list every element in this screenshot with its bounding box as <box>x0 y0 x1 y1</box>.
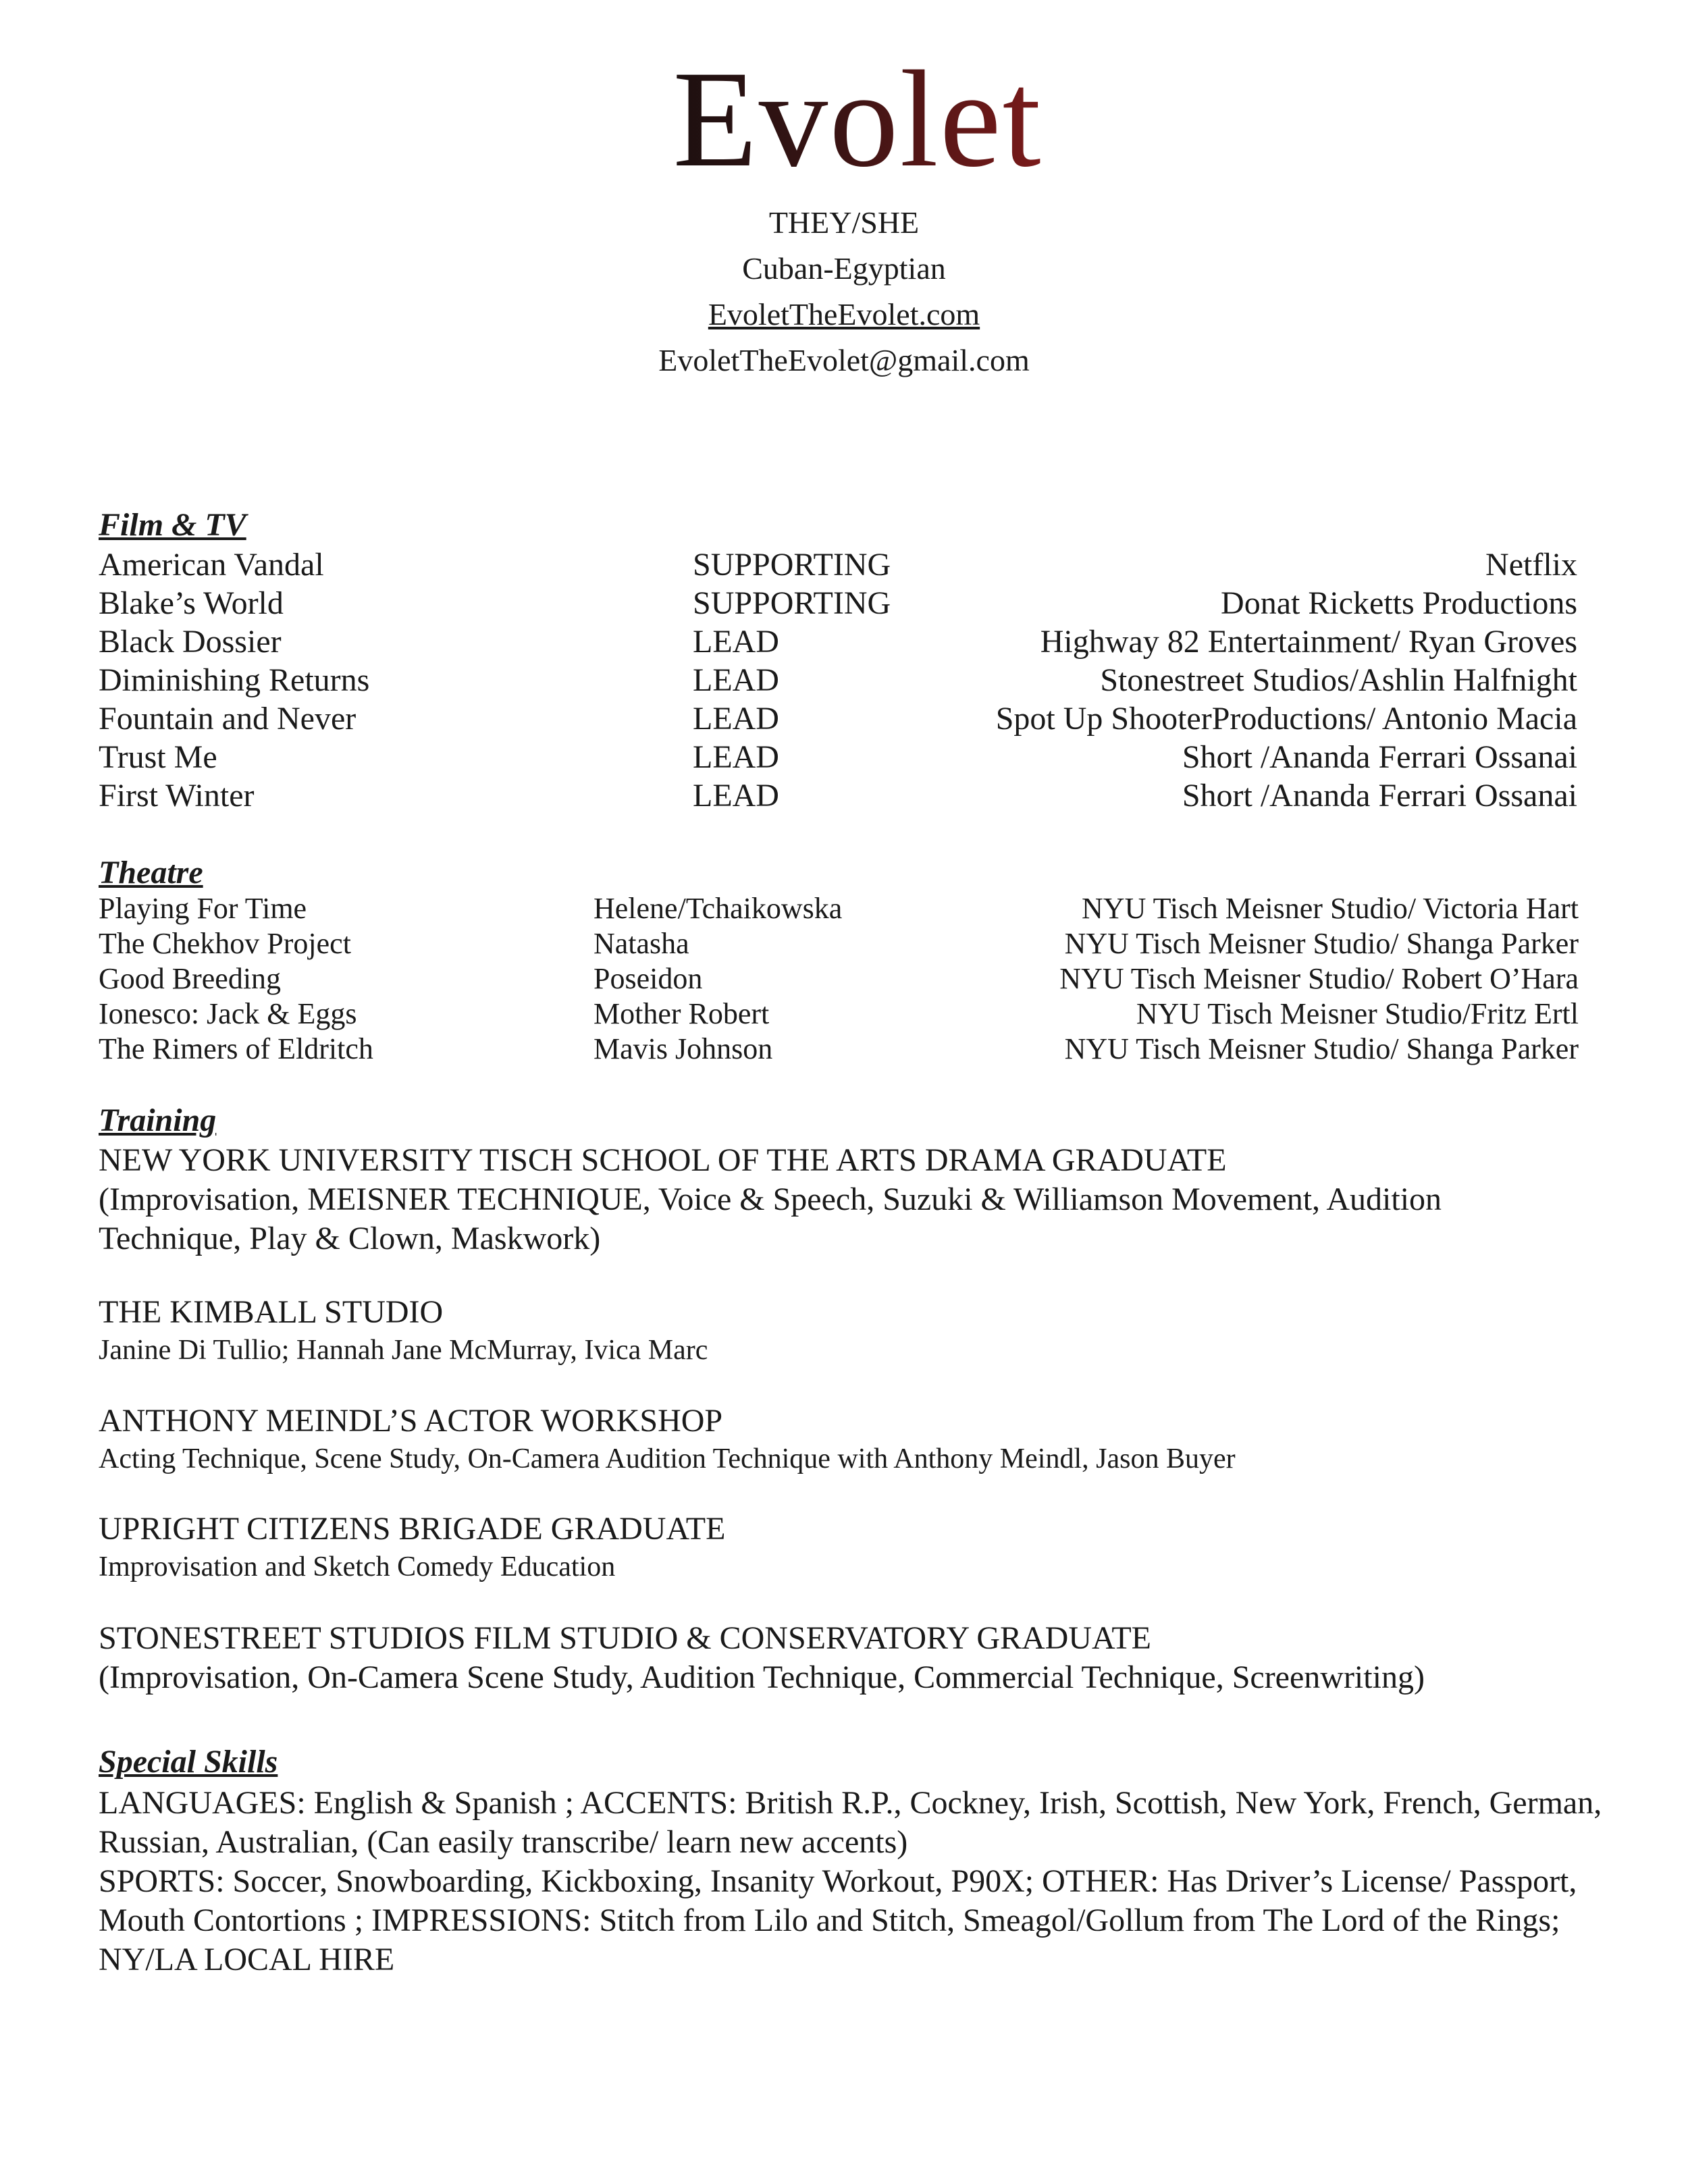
theatre-role: Poseidon <box>594 962 703 995</box>
film-role: SUPPORTING <box>693 585 891 621</box>
theatre-title: The Rimers of Eldritch <box>99 1032 373 1065</box>
evolet-logo <box>648 27 1067 189</box>
theatre-title: Good Breeding <box>99 962 282 995</box>
film-title: Fountain and Never <box>99 701 357 737</box>
theatre-company: NYU Tisch Meisner Studio/ Robert O’Hara <box>1059 962 1579 995</box>
film-title: Trust Me <box>99 739 217 775</box>
film-company: Spot Up ShooterProductions/ Antonio Macia <box>995 701 1577 737</box>
film-role: LEAD <box>693 739 779 775</box>
theatre-row <box>99 961 1579 996</box>
training-detail: Improvisation and Sketch Comedy Education <box>99 1551 616 1582</box>
special-skills-heading: Special Skills <box>99 1744 278 1780</box>
theatre-row <box>99 996 1579 1032</box>
theatre-title: Ionesco: Jack & Eggs <box>99 997 357 1030</box>
film-title: Blake’s World <box>99 585 284 621</box>
film-role: LEAD <box>693 778 779 814</box>
email-address[interactable]: EvoletTheEvolet@gmail.com <box>658 343 1030 377</box>
theatre-company: NYU Tisch Meisner Studio/Fritz Ertl <box>1136 997 1579 1030</box>
training-entry <box>99 1402 1591 1477</box>
training-detail: Acting Technique, Scene Study, On-Camera Audition Technique with Anthony Meindl, Jason Buyer <box>99 1443 1236 1474</box>
contact-info <box>0 200 1688 383</box>
theatre-company: NYU Tisch Meisner Studio/ Shanga Parker <box>1064 1032 1579 1065</box>
film-row <box>99 584 1577 622</box>
pronouns: THEY/SHE <box>768 205 920 240</box>
film-company: Short /Ananda Ferrari Ossanai <box>1182 739 1577 775</box>
training-entry <box>99 1141 1591 1258</box>
training-entry <box>99 1293 1591 1368</box>
theatre-role: Helene/Tchaikowska <box>594 892 843 925</box>
ethnicity: Cuban-Egyptian <box>742 251 946 286</box>
film-company: Donat Ricketts Productions <box>1221 585 1577 621</box>
film-row <box>99 545 1577 584</box>
training-title: STONESTREET STUDIOS FILM STUDIO & CONSERVATORY GRADUATE <box>99 1620 1151 1656</box>
film-row <box>99 661 1577 699</box>
film-row <box>99 776 1577 815</box>
languages-accents: LANGUAGES: English & Spanish ; ACCENTS: British R.P., Cockney, Irish, Scottish, New York, French, German, Russian, Australian, (Can easily transcribe/ learn new accents) <box>99 1785 1602 1860</box>
film-title: Black Dossier <box>99 624 282 660</box>
film-role: SUPPORTING <box>693 547 891 583</box>
training-detail: (Improvisation, MEISNER TECHNIQUE, Voice & Speech, Suzuki & Williamson Movement, Audition Technique, Play & Clown, Maskwork) <box>99 1181 1442 1256</box>
theatre-heading: Theatre <box>99 855 203 890</box>
film-title: American Vandal <box>99 547 324 583</box>
sports-other-impressions: SPORTS: Soccer, Snowboarding, Kickboxing, Insanity Workout, P90X; OTHER: Has Driver’s License/ Passport, Mouth Contortions ; IMPRESSIONS: Stitch from Lilo and Stitch, Smeagol/Gollum from The Lord of the Rings; NY/LA LOCAL HIRE <box>99 1863 1577 1977</box>
training-detail: (Improvisation, On-Camera Scene Study, Audition Technique, Commercial Technique, Screenwriting) <box>99 1659 1425 1695</box>
training-title: ANTHONY MEINDL’S ACTOR WORKSHOP <box>99 1403 723 1439</box>
theatre-row <box>99 891 1579 926</box>
theatre-row <box>99 926 1579 961</box>
film-row <box>99 622 1577 661</box>
film-row <box>99 738 1577 776</box>
film-role: LEAD <box>693 701 779 737</box>
film-title: Diminishing Returns <box>99 662 370 698</box>
film-role: LEAD <box>693 624 779 660</box>
film-tv-heading: Film & TV <box>99 507 246 543</box>
film-company: Stonestreet Studios/Ashlin Halfnight <box>1100 662 1577 698</box>
training-detail: Janine Di Tullio; Hannah Jane McMurray, Ivica Marc <box>99 1335 708 1366</box>
theatre-company: NYU Tisch Meisner Studio/ Shanga Parker <box>1064 927 1579 960</box>
website-link[interactable]: EvoletTheEvolet.com <box>708 297 980 331</box>
logo-text: Evolet <box>672 43 1043 189</box>
theatre-role: Mother Robert <box>594 997 770 1030</box>
training-title: UPRIGHT CITIZENS BRIGADE GRADUATE <box>99 1511 726 1547</box>
theatre-company: NYU Tisch Meisner Studio/ Victoria Hart <box>1082 892 1579 925</box>
film-company: Short /Ananda Ferrari Ossanai <box>1182 778 1577 814</box>
film-role: LEAD <box>693 662 779 698</box>
training-title: THE KIMBALL STUDIO <box>99 1294 444 1330</box>
theatre-row <box>99 1032 1579 1067</box>
theatre-title: The Chekhov Project <box>99 927 351 960</box>
training-entry <box>99 1510 1591 1585</box>
training-heading: Training <box>99 1102 217 1138</box>
film-company: Highway 82 Entertainment/ Ryan Groves <box>1040 624 1577 660</box>
special-skills-text <box>99 1784 1604 1979</box>
film-row <box>99 699 1577 738</box>
theatre-role: Natasha <box>594 927 689 960</box>
training-entry <box>99 1619 1591 1697</box>
theatre-title: Playing For Time <box>99 892 307 925</box>
film-company: Netflix <box>1485 547 1577 583</box>
theatre-role: Mavis Johnson <box>594 1032 773 1065</box>
training-title: NEW YORK UNIVERSITY TISCH SCHOOL OF THE ARTS DRAMA GRADUATE <box>99 1142 1227 1178</box>
film-title: First Winter <box>99 778 255 814</box>
